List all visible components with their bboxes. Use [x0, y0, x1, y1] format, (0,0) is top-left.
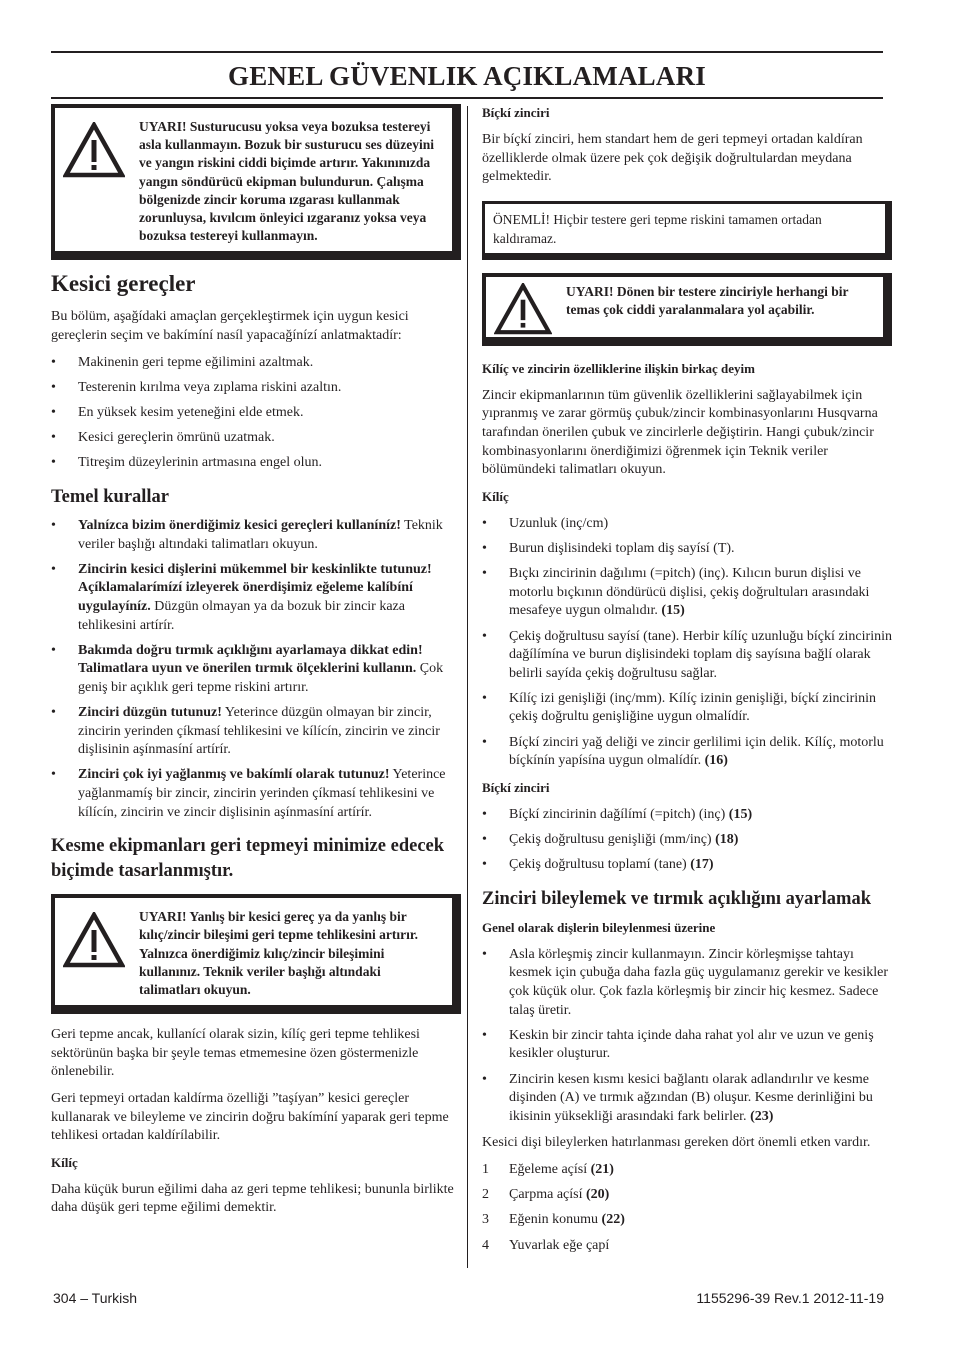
list-item: • Bíçkí zinciri yağ deliği ve zincir gerlilimi için delik. Kílíç, motorlu bíçkínín yapísína uygun olmalídír. (16)	[482, 734, 884, 769]
list-item: • Titreşim düzeylerinin artmasına engel olun.	[51, 455, 323, 471]
list-item: • Testerenin kırılma veya zıplama riskini azaltın.	[51, 379, 342, 395]
subheading-kickback: Kesme ekipmanları geri tepmeyi minimize edecek biçimde tasarlanmıştır.	[51, 836, 445, 882]
factors-list	[482, 1161, 892, 1255]
rules-list	[51, 517, 461, 822]
subheading-general-sharpening: Genel olarak dişlerin bileylenmesi üzerine	[482, 919, 716, 935]
right-column	[482, 104, 892, 1263]
list-item: • Çekiş doğrultusu toplamí (tane) (17)	[482, 857, 714, 873]
list-item: • Çekiş doğrultusu sayísí (tane). Herbir kílíç uzunluğu bíçkí zincirinin dağílímína ve burun dişlisindeki toplam diş sayísına bağlí olarak belirli sayída çekiş doğrultusu sağlar.	[482, 628, 892, 681]
list-item: • Bakımda doğru tırmık açıklığını ayarlamaya dikkat edin! Talimatlara uyun ve önerilen tırmık ölçeklerini kullanın. Çok geniş bir açıklık geri tepme riskini artırır.	[51, 642, 444, 695]
important-note-text: ÖNEMLİ! Hiçbir testere geri tepme riskini tamamen ortadan kaldıramaz.	[493, 211, 822, 246]
chain-spec-list	[482, 806, 892, 875]
list-item: 3 Eğenin konumu (22)	[482, 1212, 625, 1228]
warning-text: UYARI! Dönen bir testere zinciriyle herhangi bir temas çok ciddi yaralanmalara yol açabilir.	[566, 283, 849, 317]
list-item: • Bıçkı zincirinin dağılımı (=pitch) (inç). Kılıcın burun dişlisi ve motorlu bıçkının döndürücü dişlisi, çekiş doğrultuları arasındaki mesafeye uygun olmalıdır. (15)	[482, 566, 870, 619]
paragraph: Geri tepme ancak, kullanící olarak sizin, kílíç geri tepme tehlikesi sektörünün başka bir şeyle temas etmemesine özen göstermenizle önlenebilir.	[51, 1027, 420, 1080]
left-column	[51, 104, 461, 1226]
warning-box-muffler	[51, 104, 461, 260]
list-item: • Zincirin kesici dişlerini mükemmel bir keskinlikte tutunuz! Açíklamalarímízí izleyerek önerdişimiz eğeleme kalíbíní uygulayíníz. Düzgün olmayan ya da bozuk bir zincir kaza tehlikesini artírír.	[51, 561, 432, 633]
footer-page-number: 304 – Turkish	[53, 1290, 138, 1306]
footer-document-id: 1155296-39 Rev.1 2012-11-19	[696, 1290, 884, 1306]
page-header	[51, 51, 883, 99]
list-item: • Zinciri çok iyi yağlanmış ve bakímlí olarak tutunuz! Yeterince yağlanmamíş bir zincir, zincirin yerinden çíkmasí tehlikesini ve kílícín, zincirin ve zincir dişlisinin aşínmasíní artírír.	[51, 767, 446, 820]
purpose-list	[51, 354, 461, 473]
warning-triangle-icon	[63, 122, 125, 178]
warning-triangle-icon	[63, 912, 125, 968]
bar-spec-list	[482, 515, 892, 771]
list-item: 4 Yuvarlak eğe çapí	[482, 1237, 610, 1253]
subheading-saw-chain: Bíçkí zinciri	[482, 105, 550, 120]
warning-triangle-icon	[494, 283, 552, 335]
title-rule	[51, 97, 883, 99]
list-item: • Kílíç izi genişliği (inç/mm). Kílíç izinin genişliği, bíçkí zincirinin çekiş doğrultu genişliğine uygun olmalídír.	[482, 690, 877, 725]
paragraph: Kesici dişi bileylerken hatırlanması gereken dört önemli etken vardır.	[482, 1135, 871, 1151]
column-divider	[467, 106, 468, 1268]
list-item: 1 Eğeleme açísí (21)	[482, 1161, 614, 1177]
list-item: • En yüksek kesim yeteneğini elde etmek.	[51, 404, 304, 420]
top-rule	[51, 51, 883, 53]
list-item: • Zinciri düzgün tutunuz! Yeterince düzgün olmayan bir zincir, zincirin yerinden çíkmasí tehlikesini ve kílícín, zincirin ve zincir dişlisinin aşínmasíní artírír.	[51, 705, 440, 758]
list-item: • Uzunluk (inç/cm)	[482, 515, 609, 531]
sharpening-list	[482, 946, 892, 1127]
paragraph: Daha küçük burun eğilimi daha az geri tepme tehlikesi; bununla birlikte daha düşük geri tepme eğilimi demektir.	[51, 1181, 454, 1216]
important-note-box	[482, 201, 892, 260]
paragraph: Zincir ekipmanlarının tüm güvenlik özelliklerini sağlayabilmek için yıpranmış ve zarar görmüş çubuk/zincir kombinasyonlarını Husqvarna tarafından önerilen çubuk ve zincirlerle değiştirin. Hangi çubuk/zincir kombinasyonlarını önerdiğimizi öğrenmek için Teknik veriler bölümündeki talimatları okuyun.	[482, 387, 878, 478]
page-title: GENEL GÜVENLIK AÇIKLAMALARI	[228, 61, 706, 91]
list-item: • Makinenin geri tepme eğilimini azaltmak.	[51, 354, 314, 370]
list-item: 2 Çarpma açísí (20)	[482, 1187, 610, 1203]
subheading-sharpening: Zinciri bileylemek ve tırmık açıklığını ayarlamak	[482, 888, 871, 909]
warning-text: UYARI! Yanlış bir kesici gereç ya da yanlış bir kılıç/zincir bileşimi geri tepme tehlikesini artırır. Yalnızca önerdiğimiz kılıç/zincir bileşimini kullanınız. Teknik veriler başlığı altındaki talimatları okuyun.	[139, 909, 418, 998]
list-item: • Zincirin kesen kısmı kesici bağlantı olarak adlandırılır ve kesme dişinden (A) ve tırmık ağzından (B) oluşur. Kesme derinliğini bu ikisinin yüksekliği arasındaki fark belirler. (23)	[482, 1071, 873, 1124]
subheading-saw-chain-2: Bíçkí zinciri	[482, 779, 550, 795]
subheading-basic-rules: Temel kurallar	[51, 486, 170, 507]
list-item: • Bíçkí zincirinin dağílímí (=pitch) (inç) (15)	[482, 806, 753, 822]
paragraph: Bir bíçkí zinciri, hem standart hem de geri tepmeyi ortadan kaldíran özelliklerde olmak üzere pek çok değişik doğrultulardan meydana gelmektedir.	[482, 132, 863, 185]
subheading-bar: Kílíç	[482, 488, 509, 504]
list-item: • Çekiş doğrultusu genişliği (mm/inç) (18)	[482, 832, 739, 848]
section-heading-cutting-equipment: Kesici gereçler	[51, 271, 196, 297]
list-item: • Kesici gereçlerin ömrünü uzatmak.	[51, 430, 275, 446]
intro-paragraph: Bu bölüm, aşağídaki amaçlan gerçekleştirmek için uygun kesici gereçlerin seçim ve bakímíní nasíl yapacağínízí anlatmaktadír:	[51, 309, 409, 344]
list-item: • Keskin bir zincir tahta içinde daha rahat yol alır ve uzun ve geniş kesikler oluşturur.	[482, 1027, 874, 1062]
subheading-bar: Kílíç	[51, 1154, 78, 1170]
list-item: • Yalnízca bizim önerdiğimiz kesici gereçleri kullaníníz! Teknik veriler başlığı altındaki talimatları okuyun.	[51, 517, 443, 552]
list-item: • Asla körleşmiş zincir kullanmayın. Zincir körleşmişse tahtayı kesmek için çubuğa daha fazla güç uygulamanız gerekir ve kesikler çok küçük olur. Çok fazla körleşmiş bir zincir hiç kesmez. Sadece talaş üretir.	[482, 946, 889, 1018]
subheading-terms: Kílíç ve zincirin özelliklerine ilişkin birkaç deyim	[482, 360, 755, 376]
paragraph: Geri tepmeyi ortadan kaldírma özelliği ”taşíyan” kesici gereçler kullanarak ve bileyleme ve zincirin doğru bakímíní yaparak geri tepme tehlikesi ortadan kaldírílabilir.	[51, 1091, 449, 1144]
warning-box-rotating-chain	[482, 273, 892, 346]
warning-box-kickback	[51, 894, 461, 1014]
list-item: • Burun dişlisindeki toplam diş sayísí (T).	[482, 540, 735, 556]
warning-text: UYARI! Susturucusu yoksa veya bozuksa testereyi asla kullanmayın. Bozuk bir susturucu ses düzeyini ve yangın riskini ciddi biçimde artırır. Yakınınızda yangın söndürücü ekipman bulundurun. Çalışma bölgenizde zincir koruma ızgarası kullanmak zorunluysa, kıvılcım önleyici ızgaranız yoksa veya bozuksa testereyi kullanmayın.	[139, 119, 434, 244]
